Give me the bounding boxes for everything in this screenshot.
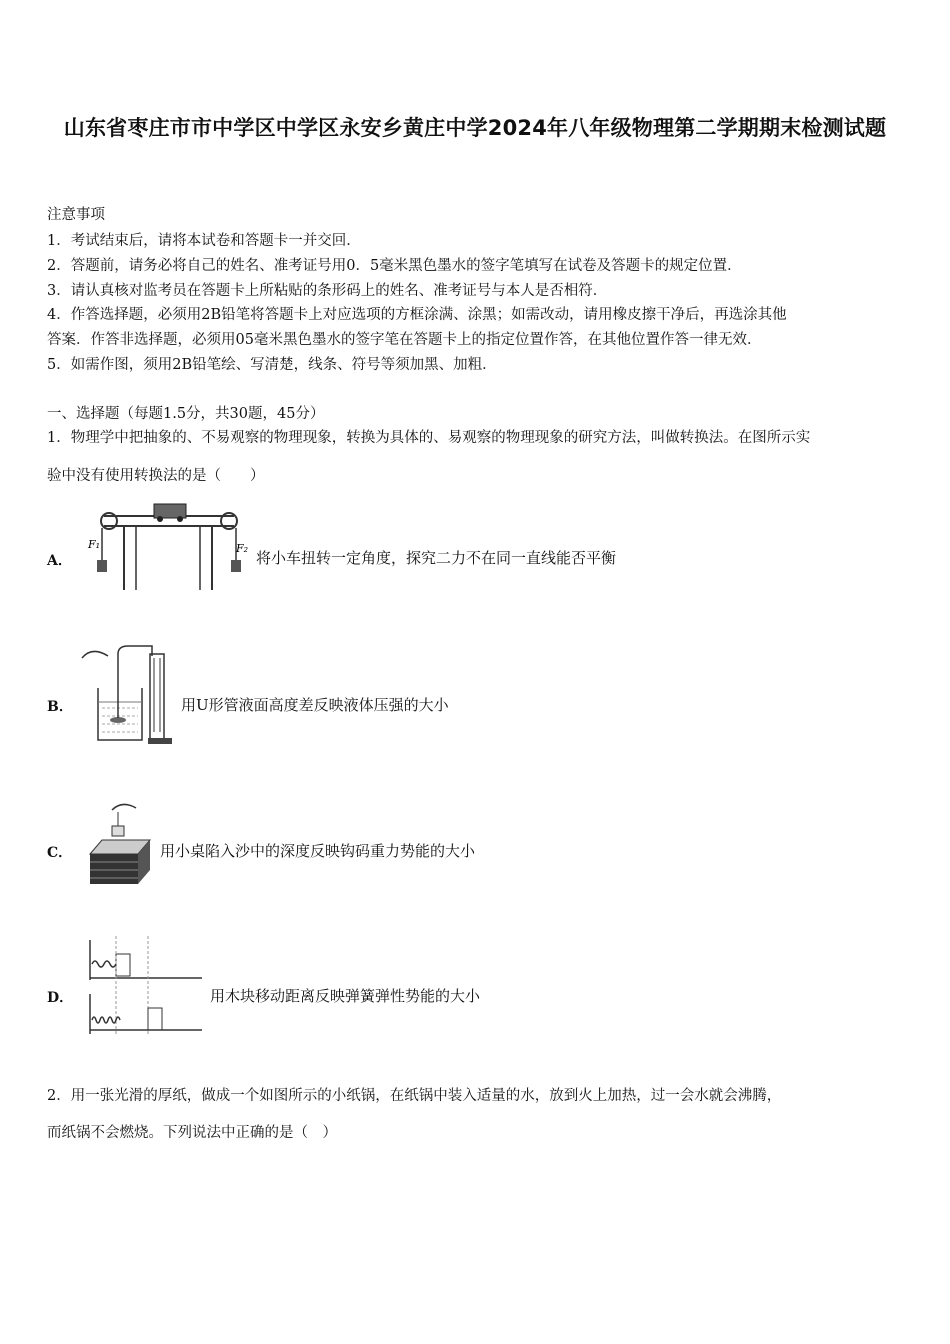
notice-item-4: 4．作答选择题，必须用2B铅笔将答题卡上对应选项的方框涂满、涂黑；如需改动，请用橡皮擦干净后，再选涂其他	[47, 307, 787, 323]
section-heading: 一、选择题（每题1.5分，共30题，45分）	[47, 406, 325, 422]
q1-stem-line1: 1．物理学中把抽象的、不易观察的物理现象，转换为具体的、易观察的物理现象的研究方法，叫做转换法。在图所示实	[47, 430, 811, 446]
option-d-text: 用木块移动距离反映弹簧弹性势能的大小	[210, 987, 481, 1005]
figure-d-spring-block	[86, 930, 204, 1036]
option-b-label: B．	[47, 699, 73, 715]
notice-item-2: 2．答题前，请务必将自己的姓名、准考证号用0．5毫米黑色墨水的签字笔填写在试卷及答题卡的规定位置．	[47, 258, 742, 274]
page-title: 山东省枣庄市市中学区中学区永安乡黄庄中学2024年八年级物理第二学期期末检测试题	[63, 116, 887, 140]
figure-a-pulley-apparatus	[84, 498, 252, 594]
notice-heading: 注意事项	[47, 207, 105, 223]
notice-item-1: 1．考试结束后，请将本试卷和答题卡一并交回．	[47, 233, 361, 249]
option-a-label: A．	[47, 553, 72, 569]
notice-item-4-cont: 答案．作答非选择题，必须用05毫米黑色墨水的签字笔在答题卡上的指定位置作答，在其他位置作答一律无效．	[47, 332, 762, 348]
option-a-text: 将小车扭转一定角度，探究二力不在同一直线能否平衡	[256, 549, 617, 567]
f2-label: F₂	[236, 542, 249, 555]
f1-label: F₁	[88, 538, 101, 551]
figure-c-table-in-sand	[86, 796, 156, 888]
option-c-text: 用小桌陷入沙中的深度反映钩码重力势能的大小	[160, 842, 476, 860]
notice-item-5: 5．如需作图，须用2B铅笔绘、写清楚，线条、符号等须加黑、加粗．	[47, 357, 497, 373]
q2-stem-line2: 而纸锅不会燃烧。下列说法中正确的是（ ）	[47, 1125, 337, 1141]
q2-stem-line1: 2．用一张光滑的厚纸，做成一个如图所示的小纸锅，在纸锅中装入适量的水，放到火上加热，过一会水就会沸腾，	[47, 1088, 782, 1104]
option-c-label: C．	[47, 845, 73, 861]
option-d-label: D．	[47, 990, 74, 1006]
notice-item-3: 3．请认真核对监考员在答题卡上所粘贴的条形码上的姓名、准考证号与本人是否相符．	[47, 283, 608, 299]
q1-stem-line2: 验中没有使用转换法的是（ ）	[47, 468, 265, 484]
option-b-text: 用U形管液面高度差反映液体压强的大小	[181, 696, 449, 714]
figure-b-u-tube-manometer	[78, 636, 178, 748]
